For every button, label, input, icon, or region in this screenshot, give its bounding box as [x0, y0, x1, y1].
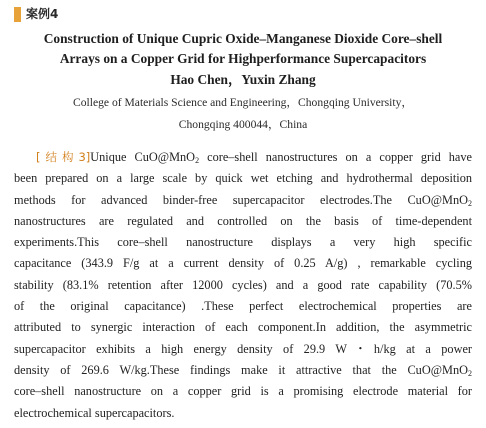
affiliation-line-1: College of Materials Science and Engineering，Chongqing University， [72, 96, 413, 109]
abstract-line: experiments.This core–shell nanostructure displays a very high specific [14, 235, 472, 250]
abstract-line: methods for advanced binder-free supercapacitor electrodes.The CuO@MnO$_2$ [14, 192, 472, 208]
abstract-line: attributed to synergic interaction of each component.In addition, the asymmetric [14, 320, 472, 335]
abstract-line: core–shell nanostructure on a copper grid is a promising electrode material for [14, 384, 472, 399]
paper-title-line-2: Arrays on a Copper Grid for Highperformance Supercapacitors [59, 51, 427, 66]
abstract [14, 147, 472, 424]
abstract-line: nanostructures are regulated and controlled on the basis of time-dependent [14, 213, 472, 228]
abstract-line: of the original capacitance) .These perfect electrochemical properties are [14, 299, 472, 314]
affiliation-line-2: Chongqing 400044，China [178, 118, 308, 131]
abstract-line: electrochemical supercapacitors. [14, 405, 175, 420]
structure-tag: [结构3] [36, 150, 91, 164]
case-marker-bar [14, 7, 21, 22]
abstract-line: supercapacitor exhibits a high energy density of 29.9 W・h/kg at a power [14, 341, 472, 356]
case-header [14, 6, 58, 22]
case-label: 案例4 [26, 7, 59, 21]
paper-title-line-1: Construction of Unique Cupric Oxide–Manganese Dioxide Core–shell [43, 31, 443, 46]
abstract-line: capacitance (343.9 F/g at a current density of 0.25 A/g) , remarkable cycling [14, 256, 472, 271]
abstract-line: density of 269.6 W/kg.These findings make it attractive that the CuO@MnO$_2$ [14, 362, 472, 378]
abstract-line: stability (83.1% retention after 12000 cycles) and a good rate capability (70.5% [14, 277, 472, 292]
authors: Hao Chen，Yuxin Zhang [170, 72, 316, 87]
abstract-line: [结构3]Unique CuO@MnO$_2$ core–shell nanostructures on a copper grid have [36, 150, 472, 165]
abstract-line: been prepared on a large scale by quick wet etching and hydrothermal deposition [14, 171, 472, 186]
